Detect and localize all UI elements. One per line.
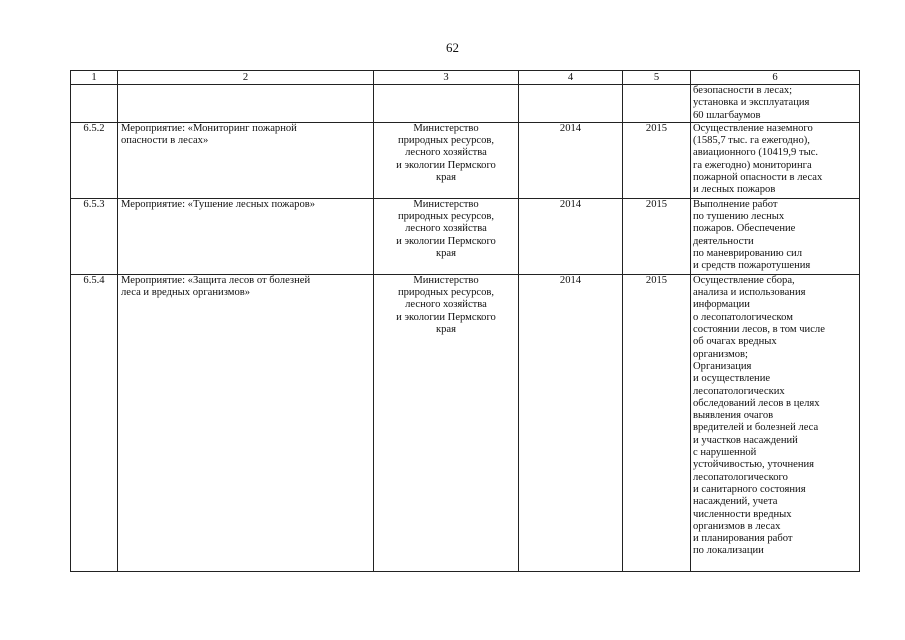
column-header: 4 — [519, 71, 623, 85]
text-line: деятельности — [693, 235, 754, 247]
column-header: 3 — [374, 71, 519, 85]
text-line: края — [435, 248, 457, 260]
text-line: 60 шлагбаумов — [693, 109, 761, 121]
page-number: 62 — [446, 40, 459, 55]
text-line: природных ресурсов, — [397, 135, 495, 147]
column-header: 6 — [691, 71, 860, 85]
text-line: по локализации — [693, 545, 764, 557]
text-line: выявления очагов — [693, 410, 774, 422]
text-line: об очагах вредных — [693, 336, 777, 348]
text-line: установка и эксплуатация — [693, 97, 810, 109]
text-line: лесного хозяйства — [405, 223, 487, 235]
responsible-cell — [374, 198, 519, 274]
text-line: и лесных пожаров — [693, 184, 776, 196]
end-year-cell: 2015 — [623, 274, 691, 571]
text-line: Выполнение работ — [693, 198, 778, 210]
text-line: (1585,7 тыс. га ежегодно), — [693, 135, 810, 147]
text-line: Осуществление сбора, — [693, 274, 795, 286]
text-line: устойчивостью, уточнения — [693, 459, 815, 471]
text-line: безопасности в лесах; — [693, 85, 793, 96]
start-year-cell: 2014 — [519, 274, 623, 571]
text-line: Осуществление наземного — [693, 122, 813, 134]
text-line: о лесопатологическом — [693, 311, 793, 323]
text-line: и средств пожаротушения — [693, 260, 811, 272]
table-row — [71, 85, 860, 123]
text-line: численности вредных — [693, 508, 792, 520]
text-line: Организация — [693, 360, 752, 372]
text-line: вредителей и болезней леса — [693, 422, 819, 434]
text-line: лесопатологических — [693, 385, 785, 397]
text-line: края — [435, 324, 457, 336]
text-line: пожарной опасности в лесах — [693, 172, 823, 184]
table-header-row — [71, 71, 860, 85]
end-year-cell: 2015 — [623, 198, 691, 274]
end-year-cell — [623, 85, 691, 123]
start-year-cell: 2014 — [519, 198, 623, 274]
text-line: Мероприятие: «Мониторинг пожарной — [121, 122, 297, 134]
text-line: обследований лесов в целях — [693, 397, 820, 409]
text-line: по тушению лесных — [693, 211, 785, 223]
measure-name-cell — [118, 122, 374, 198]
text-line: Министерство — [413, 122, 479, 134]
item-number-cell: 6.5.4 — [71, 274, 118, 571]
text-line: организмов в лесах — [693, 520, 781, 532]
text-line: природных ресурсов, — [397, 211, 495, 223]
expected-result-cell — [691, 198, 860, 274]
text-line: и экологии Пермского — [396, 235, 496, 247]
text-line: Мероприятие: «Тушение лесных пожаров» — [121, 198, 316, 210]
expected-result-cell — [691, 122, 860, 198]
text-line: лесопатологического — [693, 471, 788, 483]
text-line: края — [435, 172, 457, 184]
text-line: пожаров. Обеспечение — [693, 223, 796, 235]
text-line: лесного хозяйства — [405, 147, 487, 159]
text-line: и экологии Пермского — [396, 159, 496, 171]
text-line: анализа и использования — [693, 287, 806, 299]
measure-name-cell — [118, 274, 374, 571]
item-number-cell — [71, 85, 118, 123]
text-line: и участков насаждений — [693, 434, 798, 446]
text-line: Министерство — [413, 198, 479, 210]
item-number-cell: 6.5.2 — [71, 122, 118, 198]
text-line: леса и вредных организмов» — [121, 287, 251, 299]
responsible-cell — [374, 122, 519, 198]
text-line: организмов; — [693, 348, 748, 360]
text-line: состоянии лесов, в том числе — [693, 324, 825, 336]
expected-result-cell — [691, 274, 860, 571]
text-line: лесного хозяйства — [405, 299, 487, 311]
text-line: и экологии Пермского — [396, 311, 496, 323]
text-line: авиационного (10419,9 тыс. — [693, 147, 819, 159]
measures-table — [70, 70, 860, 572]
table-row — [71, 198, 860, 274]
responsible-cell — [374, 274, 519, 571]
expected-result-cell — [691, 85, 860, 123]
measure-name-cell — [118, 198, 374, 274]
table-row — [71, 274, 860, 571]
text-line: и планирования работ — [693, 533, 793, 545]
text-line: и санитарного состояния — [693, 483, 806, 495]
item-number-cell: 6.5.3 — [71, 198, 118, 274]
column-header: 5 — [623, 71, 691, 85]
start-year-cell: 2014 — [519, 122, 623, 198]
column-header: 1 — [71, 71, 118, 85]
text-line: Мероприятие: «Защита лесов от болезней — [121, 274, 311, 286]
text-line: и осуществление — [693, 373, 771, 385]
measure-name-cell — [118, 85, 374, 123]
text-line: природных ресурсов, — [397, 287, 495, 299]
text-line: насаждений, учета — [693, 496, 778, 508]
text-line: Министерство — [413, 274, 479, 286]
text-line: информации — [693, 299, 750, 311]
responsible-cell — [374, 85, 519, 123]
column-header: 2 — [118, 71, 374, 85]
table-row — [71, 122, 860, 198]
end-year-cell: 2015 — [623, 122, 691, 198]
text-line: по маневрированию сил — [693, 248, 803, 260]
text-line: с нарушенной — [693, 447, 757, 459]
start-year-cell — [519, 85, 623, 123]
text-line: га ежегодно) мониторинга — [693, 159, 812, 171]
text-line: опасности в лесах» — [121, 135, 209, 147]
